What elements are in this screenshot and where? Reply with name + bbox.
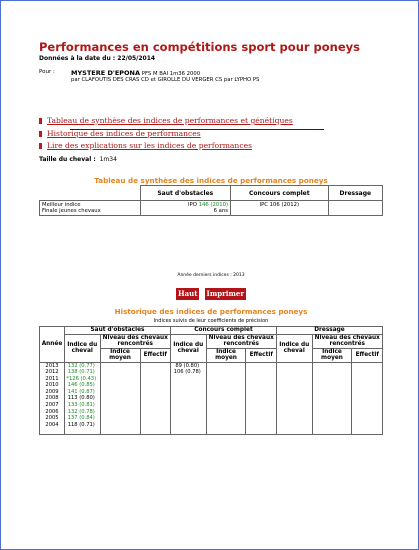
link-historique-label: Historique des indices de performances: [47, 128, 201, 138]
taille-line: [39, 156, 117, 163]
saut-index-value: 146 (0.85): [67, 382, 95, 389]
year-value: 2013: [45, 362, 59, 369]
dressage-effectif-header: Effectif: [352, 348, 383, 362]
saut-index-value: 138 (0.71): [67, 369, 95, 376]
saut-index-value: 118 (0.71): [67, 421, 95, 428]
link-synthese[interactable]: [39, 115, 293, 128]
synthese-title: Tableau de synthèse des indices de performances poneys: [94, 176, 328, 185]
cc-niveau-header: Niveau des chevaux rencontrés: [206, 334, 276, 348]
saut-values: [65, 362, 101, 434]
saut-ipo: IPO: [188, 202, 197, 208]
bullet-icon: [39, 143, 42, 149]
row-labels: [40, 201, 141, 216]
cell-dressage: [328, 201, 382, 216]
saut-finale: 6 ans: [213, 208, 229, 214]
dressage-values: [276, 362, 312, 434]
dressage-moyen-values: [312, 362, 352, 434]
cc-effectif-header: Effectif: [246, 348, 276, 362]
horse-parents: par CLAFOUTIS DES CRAS CD et GIROLLE DU VERGER CS par LYPHO PS: [71, 77, 260, 83]
label-meilleur: Meilleur indice: [42, 202, 81, 208]
year-value: 2010: [45, 382, 59, 389]
haut-button[interactable]: Haut: [177, 289, 198, 298]
saut-index-value: *126 (0.43): [66, 375, 97, 382]
group-cc: Concours complet: [170, 327, 276, 335]
saut-indice-header: Indice du cheval: [65, 334, 101, 362]
action-buttons: [39, 281, 383, 300]
group-saut: Saut d'obstacles: [65, 327, 171, 335]
group-dressage: Dressage: [276, 327, 382, 335]
year-value: 2007: [45, 402, 59, 409]
pour-label: Pour :: [39, 69, 55, 75]
year-value: 2004: [45, 421, 59, 428]
saut-index-value: 132 (0.78): [67, 408, 95, 415]
years-column: [40, 362, 65, 434]
taille-value: 1m34: [99, 156, 117, 163]
imprimer-button[interactable]: Imprimer: [206, 289, 245, 298]
historique-table: [39, 326, 383, 435]
saut-effectif-header: Effectif: [140, 348, 170, 362]
saut-index-value: 113 (0.80): [67, 395, 95, 402]
horse-name: MYSTERE D'EPONA: [71, 69, 141, 77]
year-value: 2008: [45, 395, 59, 402]
saut-moyen-values: [100, 362, 140, 434]
dressage-indice-header: Indice du cheval: [276, 334, 312, 362]
cell-cc: IPC 106 (2012): [231, 201, 329, 216]
col-dressage: Dressage: [328, 186, 382, 201]
cc-index-value: 89 (0.80): [175, 362, 200, 369]
saut-moyen-header: Indice moyen: [100, 348, 140, 362]
cc-values: [170, 362, 206, 434]
nav-links: [39, 115, 293, 153]
saut-best: 146 (2010): [198, 202, 229, 208]
cc-index-value: 106 (0.78): [173, 369, 201, 376]
link-explications-label: Lire des explications sur les indices de performances: [47, 141, 252, 150]
synthese-table: [39, 185, 383, 216]
link-synthese-label: Tableau de synthèse des indices de performances et génétiques: [47, 116, 293, 125]
col-annee: Année: [40, 327, 65, 363]
saut-index-value: 132 (0.77): [67, 362, 95, 369]
cc-effectif-values: [246, 362, 276, 434]
cc-moyen-values: [206, 362, 246, 434]
annee-note: Année derniers indices : 2013: [177, 273, 245, 278]
main-content: [39, 40, 384, 428]
horse-header: [39, 69, 384, 83]
saut-index-value: 137 (0.84): [67, 415, 95, 422]
col-cc: Concours complet: [231, 186, 329, 201]
saut-index-value: 141 (0.87): [67, 388, 95, 395]
saut-niveau-header: Niveau des chevaux rencontrés: [100, 334, 170, 348]
cc-indice-header: Indice du cheval: [170, 334, 206, 362]
bullet-icon: [39, 131, 42, 137]
historique-title: Historique des indices de performances poneys: [114, 307, 308, 316]
data-date: Données à la date du : 22/05/2014: [39, 55, 156, 62]
cc-moyen-header: Indice moyen: [206, 348, 246, 362]
label-finale: Finale jeunes chevaux: [42, 208, 101, 214]
historique-subtitle: Indices suivis de leur coefficients de précision: [153, 318, 269, 324]
bullet-icon: [39, 118, 42, 124]
year-value: 2011: [45, 375, 59, 382]
link-explications[interactable]: [39, 140, 293, 153]
empty-header: [40, 186, 141, 201]
saut-effectif-values: [140, 362, 170, 434]
year-value: 2005: [45, 415, 59, 422]
year-value: 2006: [45, 408, 59, 415]
page-title: Performances en compétitions sport pour poneys: [39, 40, 361, 54]
saut-index-value: 133 (0.81): [67, 402, 95, 409]
dressage-effectif-values: [352, 362, 383, 434]
cell-saut: [140, 201, 231, 216]
dressage-niveau-header: Niveau des chevaux rencontrés: [312, 334, 383, 348]
taille-label: Taille du cheval :: [39, 156, 96, 163]
dressage-moyen-header: Indice moyen: [312, 348, 352, 362]
year-value: 2009: [45, 388, 59, 395]
horse-info: PFS M BAI 1m36 2000: [141, 71, 201, 77]
col-saut: Saut d'obstacles: [140, 186, 231, 201]
link-historique[interactable]: [39, 128, 293, 141]
year-value: 2012: [45, 369, 59, 376]
